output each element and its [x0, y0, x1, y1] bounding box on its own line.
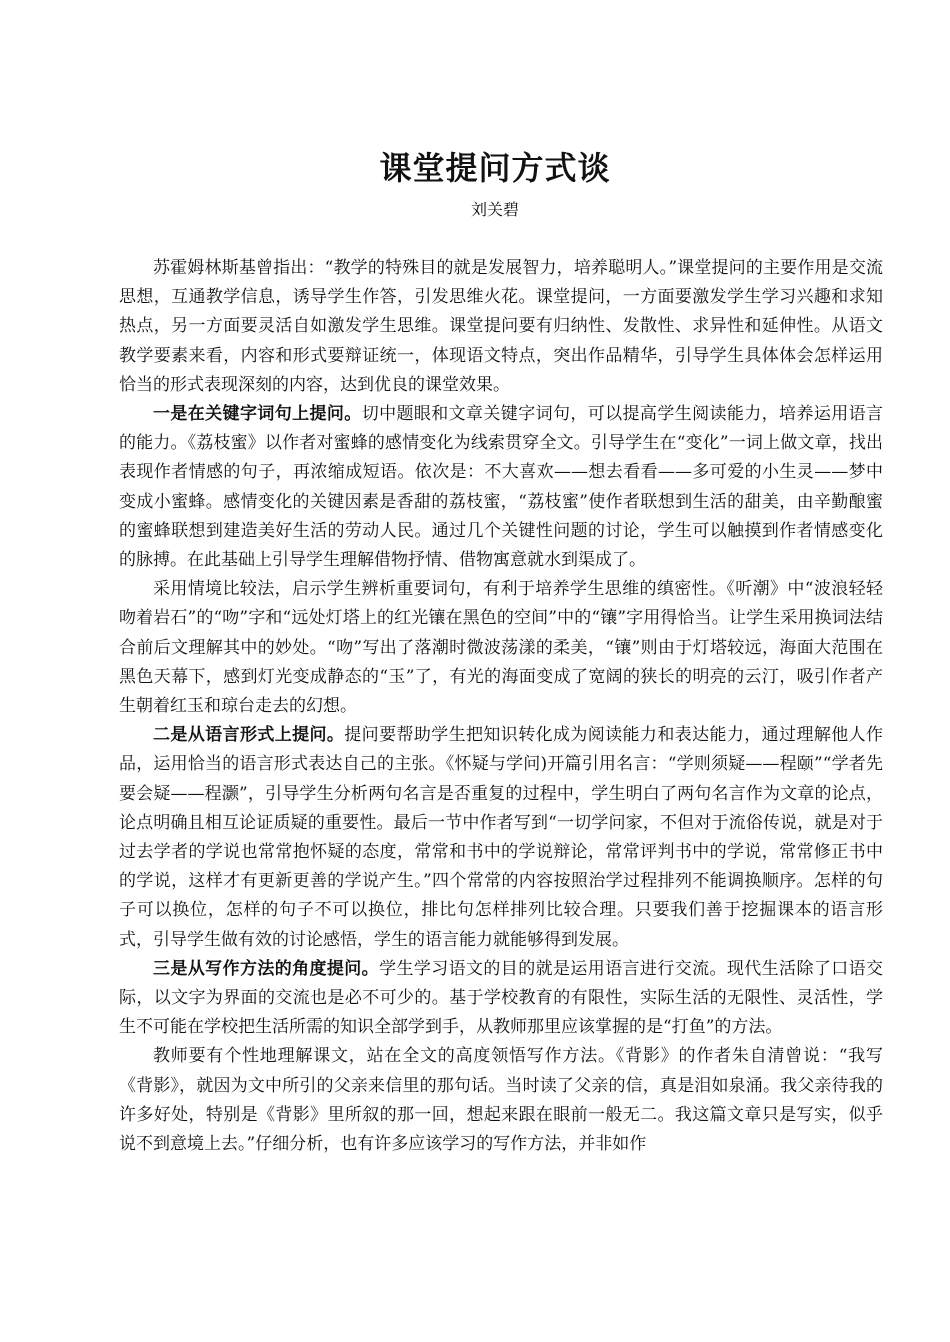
paragraph-writing-methods — [119, 1042, 883, 1159]
paragraph-text: 教师要有个性地理解课文，站在全文的高度领悟写作方法。《背影》的作者朱自清曾说：“我写《背影》，就因为文中所引的父亲来信里的那句话。当时读了父亲的信，真是泪如泉涌。我父亲待我的许多好处，特别是《背影》里所叙的那一回，想起来跟在眼前一般无二。我这篇文章只是写实，似乎说不到意境上去。”仔细分析，也有许多应该学习的写作方法，并非如作 — [119, 1046, 883, 1155]
paragraph-point-two — [119, 721, 883, 955]
paragraph-point-three — [119, 955, 883, 1043]
paragraph-lead-heading: 一是在关键字词句上提问。 — [153, 404, 362, 425]
paragraph-point-one — [119, 400, 883, 575]
paragraph-text: 切中题眼和文章关键字词句，可以提高学生阅读能力，培养运用语言的能力。《荔枝蜜》以作者对蜜蜂的感情变化为线索贯穿全文。引导学生在“变化”一词上做文章，找出表现作者情感的句子，再浓缩成短语。依次是：不大喜欢——想去看看——多可爱的小生灵——梦中变成小蜜蜂。感情变化的关键因素是香甜的荔枝蜜，“荔枝蜜”使作者联想到生活的甜美，由辛勤酿蜜的蜜蜂联想到建造美好生活的劳动人民。通过几个关键性问题的讨论，学生可以触摸到作者情感变化的脉搏。在此基础上引导学生理解借物抒情、借物寓意就水到渠成了。 — [119, 404, 884, 571]
paragraph-lead-heading: 三是从写作方法的角度提问。 — [153, 958, 380, 979]
paragraph-lead-heading: 二是从语言形式上提问。 — [153, 725, 345, 746]
paragraph-text: 采用情境比较法，启示学生辨析重要词句，有利于培养学生思维的缜密性。《听潮》中“波浪轻轻吻着岩石”的“吻”字和“远处灯塔上的红光镶在黑色的空间”中的“镶”字用得恰当。让学生采用换词法结合前后文理解其中的妙处。“吻”写出了落潮时微波荡漾的柔美，“镶”则由于灯塔较远，海面大范围在黑色天幕下，感到灯光变成静态的“玉”了，有光的海面变成了宽阔的狭长的明亮的云汀，吸引作者产生朝着红玉和琼台走去的幻想。 — [119, 579, 883, 717]
paragraph-text: 学生学习语文的目的就是运用语言进行交流。现代生活除了口语交际，以文字为界面的交流也是必不可少的。基于学校教育的有限性，实际生活的无限性、灵活性，学生不可能在学校把生活所需的知识全部学到手，从教师那里应该掌握的是“打鱼”的方法。 — [119, 958, 884, 1038]
document-title: 课堂提问方式谈 — [379, 149, 611, 187]
author-name: 刘关碧 — [470, 200, 519, 219]
paragraph-comparison — [119, 575, 883, 721]
paragraph-intro — [119, 254, 883, 400]
article-body — [119, 254, 883, 1159]
paragraph-text: 提问要帮助学生把知识转化成为阅读能力和表达能力，通过理解他人作品，运用恰当的语言形式表达自己的主张。《怀疑与学问)开篇引用名言：“学则须疑——程颐”“学者先要会疑——程灏”，引导学生分析两句名言是否重复的过程中，学生明白了两句名言作为文章的论点，论点明确且相互论证质疑的重要性。最后一节中作者写到“一切学问家，不但对于流俗传说，就是对于过去学者的学说也常常抱怀疑的态度，常常和书中的学说辩论，常常评判书中的学说，常常修正书中的学说，这样才有更新更善的学说产生。”四个常常的内容按照治学过程排列不能调换顺序。怎样的句子可以换位，怎样的句子不可以换位，排比句怎样排列比较合理。只要我们善于挖掘课本的语言形式，引导学生做有效的讨论感悟，学生的语言能力就能够得到发展。 — [119, 725, 884, 950]
paragraph-text: 苏霍姆林斯基曾指出：“教学的特殊目的就是发展智力，培养聪明人。”课堂提问的主要作用是交流思想，互通教学信息，诱导学生作答，引发思维火花。课堂提问，一方面要激发学生学习兴趣和求知热点，另一方面要灵活自如激发学生思维。课堂提问要有归纳性、发散性、求异性和延伸性。从语文教学要素来看，内容和形式要辩证统一，体现语文特点，突出作品精华，引导学生具体体会怎样运用恰当的形式表现深刻的内容，达到优良的课堂效果。 — [119, 258, 883, 395]
